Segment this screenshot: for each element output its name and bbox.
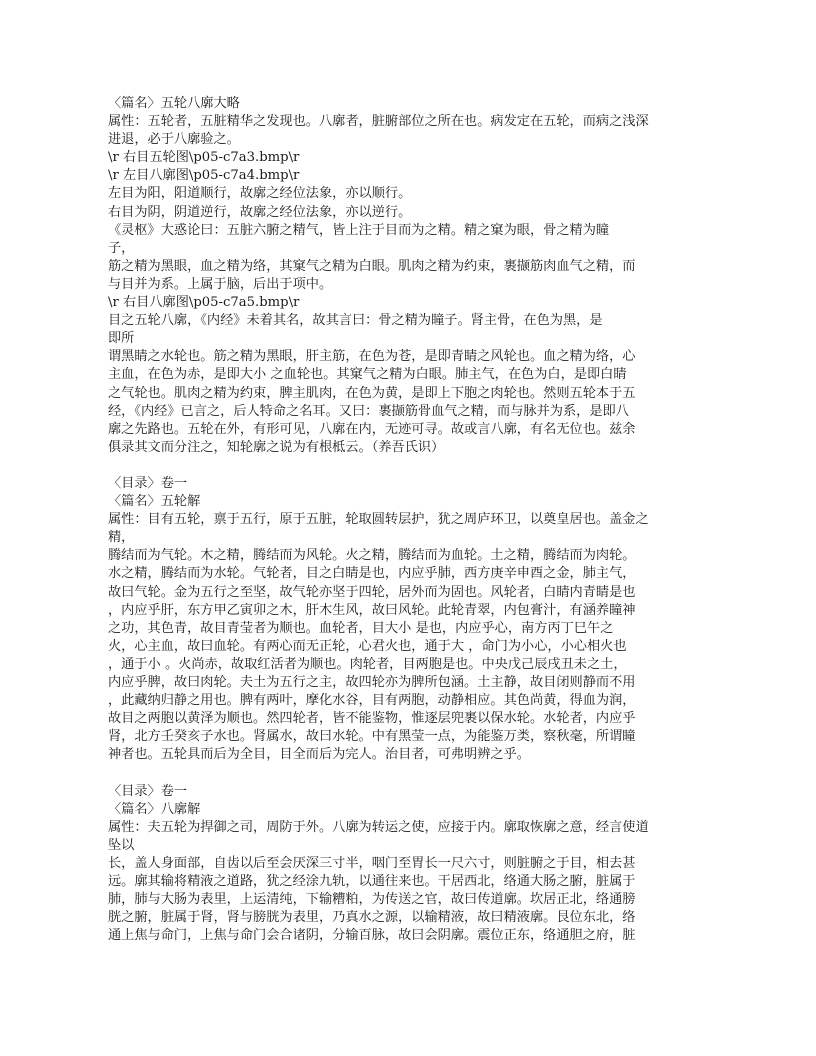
text-line: 坠以 (108, 837, 135, 853)
text-line: 长，盖人身面部，自齿以后至会厌深三寸半，咽门至胃长一尺六寸，则脏腑之于目，相去甚 (108, 855, 636, 871)
text-line: 〈目录〉卷一 (108, 783, 188, 799)
text-line: 之气轮也。肌肉之精为约束，脾主肌肉，在色为黄，是即上下胞之肉轮也。然则五轮本于五 (108, 385, 636, 401)
text-line: \r 右目八廓图\p05-c7a5.bmp\r (108, 295, 300, 311)
text-line: 经，《内经》已言之，后人特命之名耳。又曰：裹撷筋骨血气之精，而与脉并为系，是即八 (108, 403, 629, 419)
text-line: 属性：五轮者，五脏精华之发现也。八廓者，脏腑部位之所在也。病发定在五轮，而病之浅深 (108, 114, 649, 130)
section-wulun-baguo-dalue (108, 95, 688, 457)
text-line: ，通于小 。火尚赤，故取红活者为顺也。肉轮者，目两胞是也。中央戊己辰戌丑未之土， (108, 656, 627, 672)
text-line: 腾结而为气轮。木之精，腾结而为风轮。火之精，腾结而为血轮。土之精，腾结而为肉轮。 (108, 548, 636, 564)
text-line: 〈篇名〉八廓解 (108, 801, 201, 817)
text-line: 主血，在色为赤，是即大小 之血轮也。其窠气之精为白眼。肺主气，在色为白，是即白睛 (108, 367, 627, 383)
text-line: 内应乎脾，故曰肉轮。夫土为五行之主，故四轮亦为脾所包涵。土主静，故目闭则静而不用 (108, 675, 636, 690)
text-line: \r 左目八廓图\p05-c7a4.bmp\r (108, 168, 300, 184)
text-line: 谓黑睛之水轮也。筋之精为黑眼，肝主筋，在色为苍，是即青睛之风轮也。血之精为络，心 (108, 349, 636, 365)
text-line: 左目为阳，阳道顺行，故廓之经位法象，亦以顺行。 (108, 186, 412, 202)
text-line: \r 右目五轮图\p05-c7a3.bmp\r (108, 150, 300, 166)
text-line: 子， (108, 240, 135, 256)
text-line: 目之五轮八廓，《内经》未着其名，故其言曰：骨之精为瞳子。肾主骨，在色为黑，是 (108, 313, 603, 329)
section-baguo-jie (108, 783, 688, 946)
document-page (108, 95, 688, 945)
text-line: 故曰气轮。金为五行之至坚，故气轮亦坚于四轮，居外而为固也。风轮者，白睛内青睛是也 (108, 584, 636, 600)
text-line: 廓之先路也。五轮在外，有形可见，八廓在内，无迹可寻。故或言八廓，有名无位也。兹余 (108, 421, 636, 437)
text-line: 〈篇名〉五轮八廓大略 (108, 96, 240, 111)
text-line: 火，心主血，故曰血轮。有两心而无正轮，心君火也，通于大 ，命门为小心，小心相火也 (108, 638, 627, 654)
text-line: 通上焦与命门，上焦与命门会合诸阴，分输百脉，故曰会阴廓。震位正东，络通胆之府，脏 (108, 928, 636, 944)
text-line: 与目并为系。上属于脑，后出于项中。 (108, 276, 333, 292)
section-gap (108, 764, 688, 782)
text-line: 属性：夫五轮为捍御之司，周防于外。八廓为转运之使，应接于内。廓取恢廓之意，经言使道 (108, 819, 649, 835)
text-line: 属性：目有五轮，禀于五行，原于五脏，轮取圆转层护，犹之周庐环卫，以奠皇居也。盖金之 (108, 512, 649, 528)
text-line: 肾，北方壬癸亥子水也。肾属水，故曰水轮。中有黑莹一点，为能鉴万类，察秋毫，所谓瞳 (108, 729, 636, 745)
section-wulun-jie (108, 475, 688, 765)
text-line: 精， (108, 530, 135, 546)
text-line: 故目之两胞以黄泽为顺也。然四轮者，皆不能鉴物，惟逐层兜裹以保水轮。水轮者，内应乎 (108, 711, 636, 727)
text-line: 水之精，腾结而为水轮。气轮者，目之白睛是也，内应乎肺，西方庚辛申酉之金，肺主气， (108, 566, 636, 582)
text-line: ，内应乎肝，东方甲乙寅卯之木，肝木生风，故曰风轮。此轮青翠，内包膏汁，有涵养瞳神 (108, 602, 636, 618)
text-line: 即所 (108, 331, 135, 347)
text-line: 进退，必于八廓验之。 (108, 132, 240, 148)
text-line: 胱之腑，脏属于肾，肾与膀胱为表里，乃真水之源，以输精液，故曰精液廓。艮位东北，络 (108, 910, 636, 926)
text-line: 远。廓其输将精液之道路，犹之经涂九轨，以通往来也。干居西北，络通大肠之腑，脏属于 (108, 874, 636, 890)
text-line: 〈目录〉卷一 (108, 475, 188, 491)
text-line: 右目为阴，阴道逆行，故廓之经位法象，亦以逆行。 (108, 204, 412, 220)
text-line: 筋之精为黑眼，血之精为络，其窠气之精为白眼。肌肉之精为约束，裹撷筋肉血气之精，而 (108, 258, 636, 274)
text-line: 肺，肺与大肠为表里，上运清纯，下输糟粕，为传送之官，故曰传道廓。坎居正北，络通膀 (108, 892, 636, 908)
text-line: 《灵枢》大惑论曰：五脏六腑之精气，皆上注于目而为之精。精之窠为眼，骨之精为瞳 (108, 222, 610, 238)
text-line: 俱录其文而分注之，知轮廓之说为有根柢云。（养吾氏识） (108, 439, 445, 455)
text-line: 神者也。五轮具而后为全目，目全而后为完人。治目者，可弗明辨之乎。 (108, 747, 530, 763)
text-line: ，此藏纳归静之用也。脾有两叶，摩化水谷，目有两胞，动静相应。其色尚黄，得血为润， (108, 693, 636, 709)
section-gap (108, 457, 688, 475)
text-line: 之功，其色青，故目青莹者为顺也。血轮者，目大小 是也，内应乎心，南方丙丁巳午之 (108, 620, 614, 636)
text-line: 〈篇名〉五轮解 (108, 494, 201, 510)
